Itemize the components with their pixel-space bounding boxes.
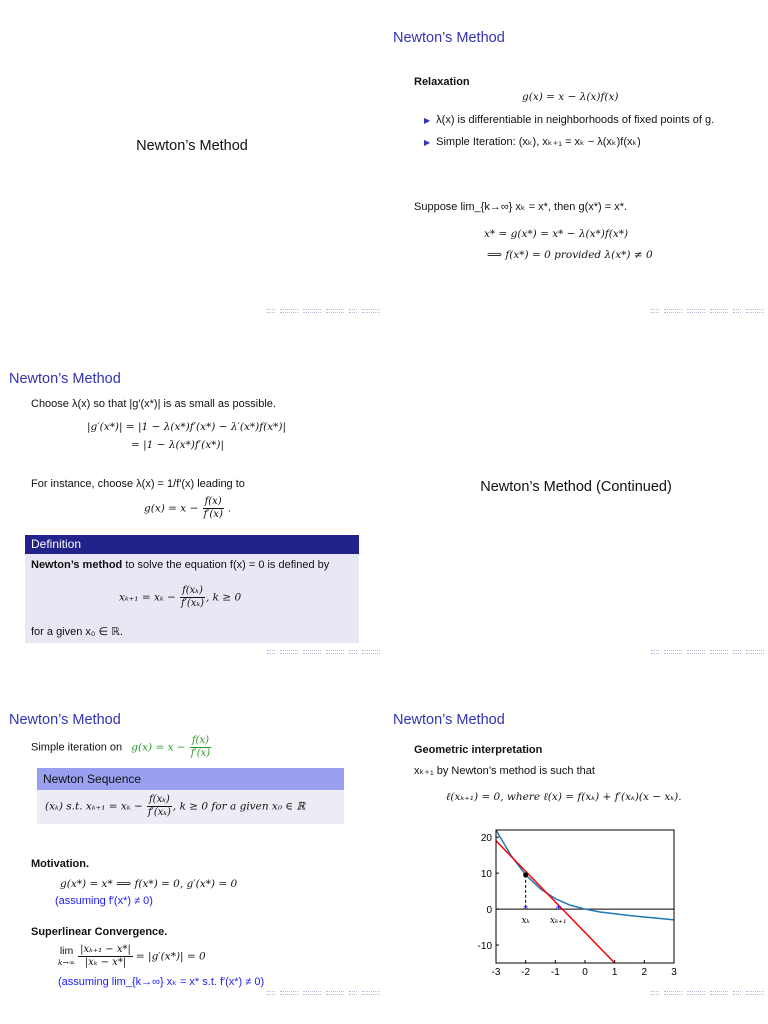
x-tick-label: -3 <box>491 967 501 978</box>
bullet-1: ▶ λ(x) is differentiable in neighborhoods of fixed points of g. <box>424 114 715 126</box>
y-tick-label: 10 <box>480 869 492 881</box>
x-tick-label: 3 <box>671 967 677 978</box>
derivative-eq-2: = |1 − λ(x*)f′(x*)| <box>131 439 225 451</box>
relaxation-formula: g(x) = x − λ(x)f(x) <box>522 91 619 103</box>
newton-g-eq: g(x) = x − $\frac{f(x)}{f'(x)}$ . <box>144 496 231 520</box>
definition-header: Definition <box>25 535 359 554</box>
bullet-icon: ▶ <box>424 116 431 125</box>
tangent-point <box>523 872 528 877</box>
tangent-eq: ℓ(xₖ₊₁) = 0, where ℓ(x) = f(xₖ) + f′(xₖ)(x − xₖ). <box>446 791 682 803</box>
definition-given: for a given x₀ ∈ ℝ. <box>31 626 123 638</box>
simple-iteration-line: Simple iteration on g(x) = x − $\frac{f(x)}{f'(x)}$ <box>31 735 211 759</box>
nav-bar[interactable] <box>651 991 764 999</box>
fixed-point-eq: x* = g(x*) = x* − λ(x*)f(x*) <box>484 228 629 240</box>
x-marker: * <box>523 904 529 916</box>
y-tick-label: 20 <box>480 833 492 845</box>
instance-line: For instance, choose λ(x) = 1/f′(x) leading to <box>31 478 245 490</box>
frame-title: Newton’s Method <box>393 30 505 46</box>
tangent-line <box>496 841 615 963</box>
derivative-eq-1: |g′(x*)| = |1 − λ(x*)f′(x*) − λ′(x*)f(x*)| <box>87 421 287 433</box>
slide-title: Newton’s Method (Continued) <box>480 479 672 495</box>
frame-title: Newton’s Method <box>393 712 505 728</box>
newton-sequence-block <box>37 768 344 824</box>
motivation-heading: Motivation. <box>31 858 90 870</box>
x-marker-label: xₖ <box>521 916 530 927</box>
superlinear-eq: lim k→∞ $\frac{\text{|xₖ₊₁ − x*|}}{\text{|xₖ − x*|}}$ = |g′(x*)| = 0 <box>58 944 206 968</box>
slide-3 <box>0 341 384 682</box>
suppose-line: Suppose lim_{k→∞} xₖ = x*, then g(x*) = x*. <box>414 201 628 213</box>
bullet-icon: ▶ <box>424 138 431 147</box>
y-tick-label: 0 <box>486 905 492 917</box>
plot-frame <box>496 830 674 963</box>
x-marker-label: xₖ₊₁ <box>549 916 567 927</box>
y-tick-label: -10 <box>477 941 492 953</box>
nav-bar[interactable] <box>651 650 764 658</box>
newton-iteration-eq: xₖ₊₁ = xₖ − $\frac{\text{f(xₖ)}}{\text{f′(xₖ)}}$ , k ≥ 0 <box>119 585 242 609</box>
nav-bar[interactable] <box>267 650 380 658</box>
sequence-eq: (xₖ) s.t. xₖ₊₁ = xₖ − $\frac{\text{f(xₖ)}}{\text{f′(xₖ)}}$ , k ≥ 0 for a given x₀ ∈ ℝ <box>45 794 306 818</box>
relaxation-heading: Relaxation <box>414 76 470 88</box>
frame-title: Newton’s Method <box>9 712 121 728</box>
motivation-note: (assuming f′(x*) ≠ 0) <box>55 895 153 907</box>
motivation-eq: g(x*) = x* ⟹ f(x*) = 0, g′(x*) = 0 <box>60 878 238 890</box>
choose-line: Choose λ(x) so that |g′(x*)| is as small as possible. <box>31 398 276 410</box>
superlinear-note: (assuming lim_{k→∞} xₖ = x* s.t. f′(x*) ≠ 0) <box>58 976 265 988</box>
x-tick-label: 1 <box>611 967 618 978</box>
root-eq: ⟹ f(x*) = 0 provided λ(x*) ≠ 0 <box>487 249 653 261</box>
x-tick-label: 2 <box>641 967 648 978</box>
x-marker: * <box>555 904 561 916</box>
geometric-heading: Geometric interpretation <box>414 744 543 756</box>
slide-4 <box>384 341 768 682</box>
slide-title: Newton’s Method <box>136 138 248 154</box>
slide-2 <box>384 0 768 341</box>
nav-bar[interactable] <box>267 309 380 317</box>
slide-1 <box>0 0 384 341</box>
definition-text: Newton’s method to solve the equation f(x) = 0 is defined by <box>31 559 330 571</box>
geometric-line: xₖ₊₁ by Newton’s method is such that <box>414 765 595 777</box>
bullet-2: ▶ Simple Iteration: (xₖ), xₖ₊₁ = xₖ − λ(xₖ)f(xₖ) <box>424 136 641 148</box>
nav-bar[interactable] <box>267 991 380 999</box>
x-tick-label: -1 <box>550 967 560 978</box>
slide-5 <box>0 682 384 1023</box>
definition-block <box>25 535 359 643</box>
slide-6 <box>384 682 768 1023</box>
x-tick-label: 0 <box>582 967 588 978</box>
frame-title: Newton’s Method <box>9 371 121 387</box>
nav-bar[interactable] <box>651 309 764 317</box>
x-tick-label: -2 <box>521 967 531 978</box>
sequence-header: Newton Sequence <box>37 768 344 790</box>
superlinear-heading: Superlinear Convergence. <box>31 926 168 938</box>
